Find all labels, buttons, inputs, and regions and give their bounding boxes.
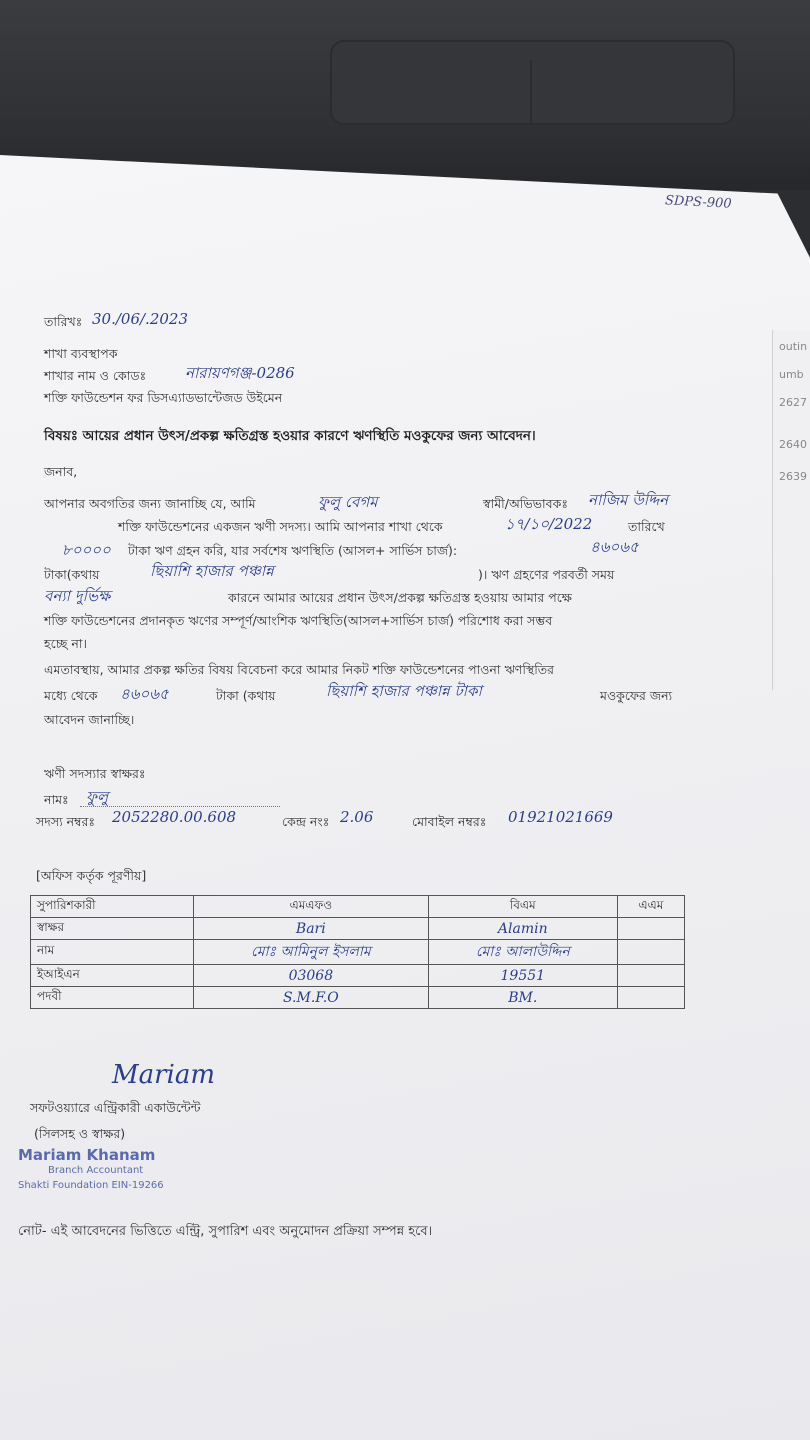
addressee-line1: শাখা ব্যবস্থাপক	[44, 346, 118, 361]
loan-balance: ৪৬০৬৫	[590, 538, 639, 556]
body-line4b: )। ঋণ গ্রহণের পরবর্তী সময়	[478, 567, 615, 582]
row-label: নাম	[31, 940, 194, 965]
touchpad-divider	[530, 60, 532, 125]
member-name-label: নামঃ	[44, 792, 69, 807]
recommendation-table	[30, 895, 685, 1009]
table-cell: S.M.F.O	[194, 987, 429, 1009]
member-number-value: 2052280.00.608	[112, 808, 237, 826]
addressee-line3: শক্তি ফাউন্ডেশন ফর ডিসএ্যাডভান্টেজড উইমেন	[44, 390, 283, 405]
table-cell: 03068	[194, 965, 429, 987]
table-header: সুপারিশকারী	[31, 896, 194, 918]
table-row	[31, 965, 685, 987]
accountant-stamp	[18, 1148, 164, 1193]
table-cell: BM.	[428, 987, 617, 1009]
request-line1: এমতাবস্থায়, আমার প্রকল্প ক্ষতির বিষয় বিবেচনা করে আমার নিকট শক্তি ফাউন্ডেশনের পাওনা ঋণস্থিতির	[44, 662, 555, 677]
member-signature-label: ঋণী সদস্যার স্বাক্ষরঃ	[44, 766, 146, 781]
accountant-signature: Mariam	[112, 1060, 216, 1090]
table-cell: Bari	[194, 918, 429, 940]
mobile-number-label: মোবাইল নম্বরঃ	[412, 814, 487, 829]
row-label: পদবী	[31, 987, 194, 1009]
waiver-amount-words: ছিয়াশি হাজার পঞ্চান্ন টাকা	[326, 682, 482, 700]
member-name: ফুলু বেগম	[318, 493, 378, 511]
table-cell	[617, 965, 684, 987]
member-number-label: সদস্য নম্বরঃ	[36, 814, 96, 829]
mobile-number-value: 01921021669	[508, 808, 613, 826]
table-cell: Alamin	[428, 918, 617, 940]
side-text: 2639	[779, 470, 807, 483]
date-value: 30./06/.2023	[92, 310, 188, 328]
table-header: এমএফও	[194, 896, 429, 918]
reference-code: SDPS-900	[664, 193, 733, 212]
center-number-value: 2.06	[340, 808, 374, 826]
loan-amount: ৮০০০০	[62, 541, 111, 559]
waiver-amount: ৪৬০৬৫	[120, 685, 169, 703]
loss-reason: বন্যা দুর্ভিক্ষ	[44, 587, 111, 605]
table-header: বিএম	[428, 896, 617, 918]
table-cell: মোঃ আমিনুল ইসলাম	[194, 940, 429, 965]
stamp-org: Shakti Foundation EIN-19266	[18, 1180, 164, 1191]
side-text: outin	[779, 340, 808, 353]
side-text: 2640	[779, 438, 807, 451]
table-row	[31, 940, 685, 965]
table-header-row	[31, 896, 685, 918]
loan-date: ১৭/১০/2022	[505, 515, 593, 533]
table-row	[31, 918, 685, 940]
accountant-line1: সফটওয়্যারে এন্ট্রিকারী একাউন্টেন্ট	[30, 1100, 201, 1115]
body-line1a: আপনার অবগতির জন্য জানাচ্ছি যে, আমি	[44, 496, 256, 511]
side-text: umb	[779, 368, 804, 381]
body-line6: শক্তি ফাউন্ডেশনের প্রদানকৃত ঋণের সম্পূর্ণ/আংশিক ঋণস্থিতি(আসল+সার্ভিস চার্জ) পরিশোধ করা সম্ভব	[44, 613, 553, 628]
footer-note: নোট- এই আবেদনের ভিত্তিতে এন্ট্রি, সুপারিশ এবং অনুমোদন প্রক্রিয়া সম্পন্ন হবে।	[18, 1224, 433, 1239]
body-line2b: তারিখে	[628, 519, 665, 534]
salutation: জনাব,	[44, 464, 78, 479]
table-cell: 19551	[428, 965, 617, 987]
name-dotted-line	[80, 806, 280, 807]
table-row	[31, 987, 685, 1009]
table-cell	[617, 987, 684, 1009]
request-line2b: টাকা (কথায়	[216, 688, 276, 703]
center-number-label: কেন্দ্র নংঃ	[282, 814, 330, 829]
member-name-value: ফুলু	[86, 788, 109, 806]
row-label: ইআইএন	[31, 965, 194, 987]
guardian-name: নাজিম উদ্দিন	[588, 491, 669, 509]
accountant-line2: (সিলসহ ও স্বাক্ষর)	[34, 1126, 126, 1141]
branch-value: নারায়ণগঞ্জ-0286	[185, 364, 295, 382]
body-line3: টাকা ঋণ গ্রহন করি, যার সর্বশেষ ঋণস্থিতি (আসল+ সার্ভিস চার্জ):	[128, 543, 458, 558]
table-cell: মোঃ আলাউদ্দিন	[428, 940, 617, 965]
side-text: 2627	[779, 396, 807, 409]
table-cell	[617, 918, 684, 940]
subject-line: বিষয়ঃ আয়ের প্রধান উৎস/প্রকল্প ক্ষতিগ্রস্ত হওয়ার কারণে ঋণস্থিতি মওকুফের জন্য আবেদন।	[44, 428, 536, 444]
laptop-touchpad	[330, 40, 735, 125]
request-line2c: মওকুফের জন্য	[600, 688, 673, 703]
stamp-role: Branch Accountant	[48, 1165, 144, 1176]
body-line1b: স্বামী/অভিভাবকঃ	[483, 496, 568, 511]
office-use-heading: [অফিস কর্তৃক পূরণীয়]	[36, 868, 147, 883]
balance-in-words: ছিয়াশি হাজার পঞ্চান্ন	[150, 562, 274, 580]
background-sheet-edge	[772, 330, 810, 690]
document-sheet	[0, 155, 810, 1440]
request-line2a: মধ্যে থেকে	[44, 688, 98, 703]
table-cell	[617, 940, 684, 965]
branch-label: শাখার নাম ও কোডঃ	[44, 368, 147, 383]
request-line3: আবেদন জানাচ্ছি।	[44, 712, 135, 727]
body-line5: কারনে আমার আয়ের প্রধান উৎস/প্রকল্প ক্ষতিগ্রস্ত হওয়ায় আমার পক্ষে	[228, 590, 572, 605]
stamp-name: Mariam Khanam	[18, 1146, 156, 1164]
table-header: এএম	[617, 896, 684, 918]
date-label: তারিখঃ	[44, 314, 83, 329]
body-line2: শক্তি ফাউন্ডেশনের একজন ঋণী সদস্য। আমি আপনার শাখা থেকে	[118, 519, 443, 534]
body-line7: হচ্ছে না।	[44, 636, 87, 651]
row-label: স্বাক্ষর	[31, 918, 194, 940]
body-line4a: টাকা(কথায়	[44, 567, 100, 582]
